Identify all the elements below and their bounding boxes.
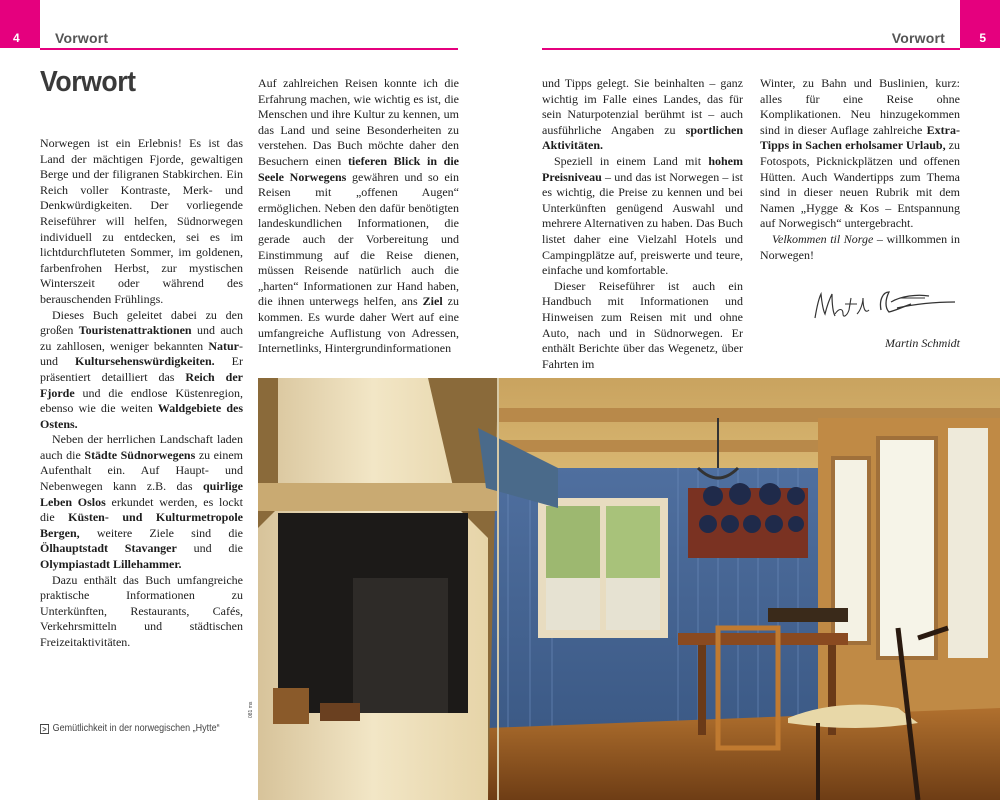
text-run: Dieses Buch geleitet dabei zu den großen <box>40 307 243 338</box>
bold-text: Waldgebiete des Ostens. <box>40 401 243 431</box>
bold-text: Küsten- und Kulturmetropole Bergen, <box>40 510 243 540</box>
text-run: zu Fotospots, Picknickplätzen und offenen Hütten. Auch Wandertipps zum Thema sind in dieser neuen Rubrik mit dem Namen „Hygge & Kos – Entspannung auf Norwegisch“ untergebracht. <box>760 138 961 231</box>
bold-text: hohem Preisniveau <box>542 153 743 184</box>
paragraph <box>258 76 459 357</box>
text-run: Speziell in einem Land mit <box>554 153 709 168</box>
paragraph <box>40 432 243 572</box>
photo-illustration <box>258 378 1000 800</box>
text-run: erkundet werden, es lockt die <box>40 494 243 525</box>
bold-text: Ölhauptstadt Stavanger <box>40 541 177 556</box>
text-column-4 <box>760 76 960 263</box>
text-run: Neben der herrlichen Landschaft laden auch die <box>40 432 243 462</box>
chapter-title: Vorwort <box>40 66 136 98</box>
bold-text: Olympiastadt Lillehammer. <box>40 557 182 572</box>
text-run: Auf zahlreichen Reisen konnte ich die Erfahrung machen, wie wichtig es ist, die Menschen und ihre Kultur zu kennen, um das Land und seine Besonderheiten zu verstehen. Das Buch möchte daher den Besuchern einen <box>258 76 459 168</box>
text-run: Er präsentiert detailliert das <box>40 354 244 384</box>
running-header-left: Vorwort <box>55 30 109 46</box>
arrow-box-icon: > <box>40 724 49 734</box>
paragraph <box>760 232 960 263</box>
header-rule-left <box>40 48 458 50</box>
paragraph <box>542 279 743 373</box>
photo-credit: 081 ms <box>248 701 254 718</box>
running-header-right: Vorwort <box>891 30 945 46</box>
text-run: und Tipps gelegt. Sie beinhalten – ganz wichtig im Falle eines Landes, das für sein Naturpotenzial berühmt ist – auch ausführliche Angaben zu <box>542 76 743 137</box>
paragraph <box>760 76 960 232</box>
page-tab-left <box>0 0 40 48</box>
bold-text: sportlichen Aktivitäten. <box>542 122 743 153</box>
text-run: – und das ist Norwegen – ist es wichtig, die Preise zu kennen und bei Unterkünften genügend Auswahl und mehrere Alternativen zu haben. Das Buch listet daher eine Vielzahl Hotels und Campingplätze auf, preiswerte und teure, einfache und komfortable. <box>542 169 743 278</box>
bold-text: Touristenattraktionen <box>78 323 192 338</box>
paragraph <box>40 136 243 308</box>
page-number-left: 4 <box>13 31 20 45</box>
text-run: zu einem Aufenthalt ein. Auf Haupt- und Nebenwegen kann z.B. das <box>40 447 243 494</box>
text-run: Norwegen ist ein Erlebnis! Es ist das Land der mächtigen Fjorde, gewaltigen Berge und der filigranen Stabkirchen. Ein Reich voller Kontraste, Merk- und Denkwürdigkeiten. Der vorliegende Reiseführer will helfen, Südnorwegen individuell zu entdecken, sei es im lichtdurchfluteten Sommer, im goldenen, farbenfrohen Herbst, zur mystischen Winterszeit oder während des berauschenden Frühlings. <box>40 136 243 306</box>
bold-text: Natur <box>208 338 239 353</box>
bold-text: Ziel <box>422 294 443 309</box>
author-signature <box>805 280 965 330</box>
bold-text: Kultursehenswürdigkeiten. <box>75 354 215 369</box>
header-rule-right <box>542 48 960 50</box>
text-run: Dieser Reiseführer ist auch ein Handbuch mit Informationen und Hinweisen zum Reisen mit und ohne Auto, nach und in Südnorwegen. Er enthält Berichte über das Wegenetz, über Fahrten im <box>542 278 743 371</box>
author-name: Martin Schmidt <box>885 336 960 350</box>
paragraph <box>40 573 243 651</box>
bold-text: Extra-Tipps in Sachen erholsamer Urlaub, <box>760 122 960 153</box>
text-run: Winter, zu Bahn und Buslinien, kurz: alles für eine Reise ohne Komplikationen. Neu hinzugekommen sind in dieser Auflage zahlreiche <box>760 76 960 137</box>
text-run: Dazu enthält das Buch umfangreiche praktische Informationen zu Unterkünften, Restaurants, Cafés, Verkehrsmitteln und städtischen Freizeitaktivitäten. <box>40 572 243 649</box>
text-run: gewähren und so ein Reisen mit „offenen Augen“ ermöglichen. Neben den dafür benötigten landeskundlichen Informationen, die gerade auch der Vorbereitung und Einstimmung auf die Reise dienen, müssen Reisende natürlich auch die „harten“ Informationen zur Hand haben, die ihnen unterwegs helfen, ans <box>258 169 459 309</box>
text-run: und auch zu zahllosen, weniger bekannten <box>40 323 244 353</box>
bold-text: Städte Südnorwegens <box>84 447 196 462</box>
paragraph <box>542 154 743 279</box>
text-run: und die <box>176 541 243 556</box>
caption-text: Gemütlichkeit in der norwegischen „Hytte“ <box>52 723 220 734</box>
photo-caption <box>40 723 220 734</box>
bold-text: quirlige Leben Oslos <box>40 479 243 509</box>
text-column-2 <box>258 76 459 357</box>
text-run: – willkommen in Norwegen! <box>760 231 961 262</box>
bold-text: tieferen Blick in die Seele Norwegens <box>258 153 459 184</box>
page-number-right: 5 <box>979 31 986 45</box>
text-run: - und <box>40 338 243 369</box>
bold-text: Reich der Fjorde <box>40 369 243 400</box>
text-run: weitere Ziele sind die <box>79 525 243 540</box>
text-column-1 <box>40 136 243 651</box>
cabin-interior-photo <box>258 378 1000 800</box>
text-run: und die endlose Küstenregion, ebenso wie die weiten <box>40 385 243 416</box>
text-run: zu kommen. Es wurde daher Wert auf eine umfangreiche Auflistung von Adressen, Internetlinks, Hintergrundinformationen <box>258 294 459 356</box>
paragraph <box>542 76 743 154</box>
paragraph <box>40 308 243 433</box>
italic-text: Velkommen til Norge <box>772 231 874 246</box>
text-column-3 <box>542 76 743 372</box>
